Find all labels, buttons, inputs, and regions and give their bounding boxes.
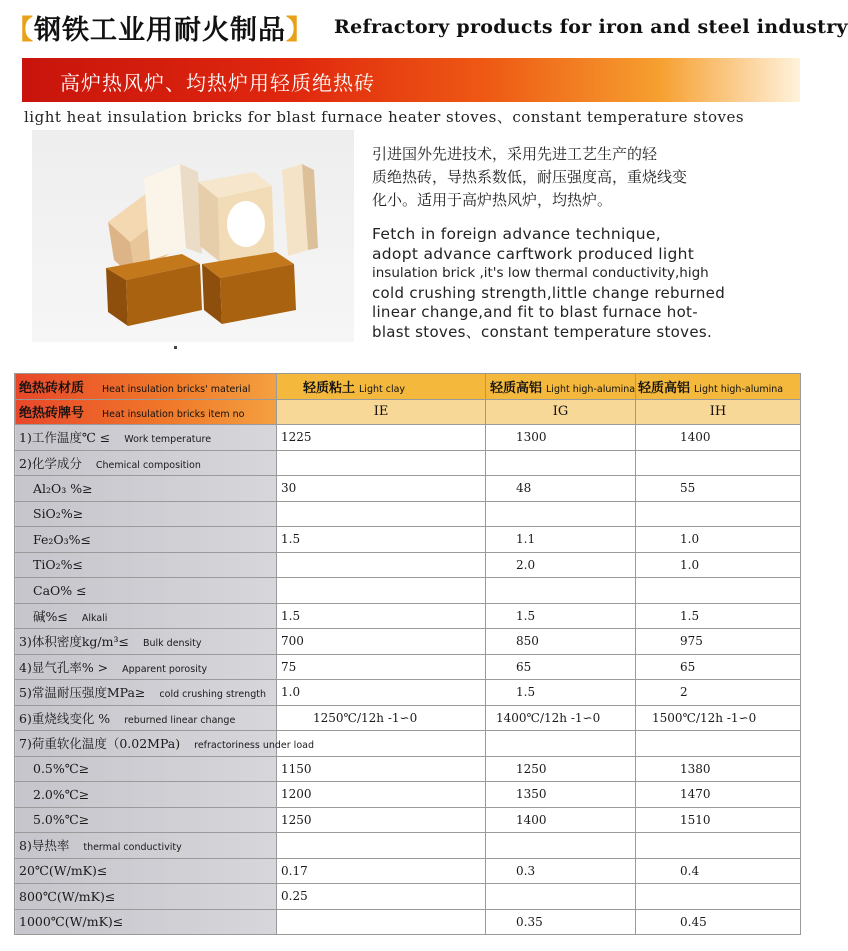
header-col-cn: 轻质高铝 bbox=[490, 380, 543, 396]
row-label bbox=[15, 629, 277, 655]
table-cell bbox=[636, 501, 801, 527]
row-label bbox=[15, 603, 277, 629]
table-row bbox=[15, 654, 801, 680]
row-label-cn: 2)化学成分 bbox=[19, 455, 82, 471]
table-cell bbox=[486, 501, 636, 527]
table-cell: 1400 bbox=[636, 425, 801, 451]
table-cell bbox=[486, 450, 636, 476]
table-row bbox=[15, 884, 801, 910]
table-cell: 1.0 bbox=[636, 527, 801, 553]
row-label bbox=[15, 450, 277, 476]
description-en-line: blast stoves、constant temperature stoves. bbox=[372, 322, 713, 341]
table-cell: 1500℃/12h -1∽0 bbox=[636, 705, 801, 731]
table-cell: 0.17 bbox=[277, 858, 486, 884]
table-cell: 75 bbox=[277, 654, 486, 680]
description-en-line: Fetch in foreign advance technique, bbox=[372, 225, 661, 243]
row-label-cn: Al₂O₃ %≥ bbox=[33, 480, 93, 496]
header-label-en: Heat insulation bricks' material bbox=[102, 383, 251, 395]
table-row bbox=[15, 705, 801, 731]
header-col-3 bbox=[636, 374, 801, 400]
row-label bbox=[15, 858, 277, 884]
description-cn-line: 质绝热砖，导热系数低，耐压强度高，重烧线变 bbox=[372, 168, 688, 186]
table-row bbox=[15, 476, 801, 502]
table-row bbox=[15, 909, 801, 935]
table-header-row bbox=[15, 399, 801, 425]
title-cn bbox=[6, 8, 314, 47]
table-row bbox=[15, 501, 801, 527]
row-label bbox=[15, 756, 277, 782]
row-label bbox=[15, 501, 277, 527]
table-cell: 1470 bbox=[636, 782, 801, 808]
row-label-cn: 0.5%℃≥ bbox=[33, 761, 90, 777]
table-cell: 1150 bbox=[277, 756, 486, 782]
description-en-line: linear change,and fit to blast furnace hot- bbox=[372, 303, 698, 321]
table-cell bbox=[277, 552, 486, 578]
table-row bbox=[15, 578, 801, 604]
description-cn-line: 引进国外先进技术，采用先进工艺生产的轻 bbox=[372, 145, 658, 163]
table-cell: 850 bbox=[486, 629, 636, 655]
table-row bbox=[15, 425, 801, 451]
table-cell bbox=[277, 450, 486, 476]
row-label-cn: 8)导热率 bbox=[19, 838, 70, 854]
table-cell: 1350 bbox=[486, 782, 636, 808]
table-cell bbox=[277, 909, 486, 935]
description-en-line: cold crushing strength,little change reburned bbox=[372, 283, 726, 302]
table-cell: 1.0 bbox=[277, 680, 486, 706]
row-label-cn: TiO₂%≤ bbox=[33, 557, 83, 573]
row-label-cn: SiO₂%≥ bbox=[33, 506, 84, 522]
table-cell: 0.45 bbox=[636, 909, 801, 935]
row-label-cn: 6)重烧线变化 % bbox=[19, 710, 111, 726]
table-cell bbox=[277, 578, 486, 604]
row-label-en: refractoriness under load bbox=[194, 740, 314, 752]
header-col-cn: 轻质高铝 bbox=[638, 380, 691, 396]
header-label-cn: 绝热砖材质 bbox=[19, 380, 85, 396]
table-cell: 1.5 bbox=[486, 680, 636, 706]
table-cell bbox=[277, 501, 486, 527]
table-row bbox=[15, 603, 801, 629]
table-cell: 30 bbox=[277, 476, 486, 502]
table-cell bbox=[486, 731, 636, 757]
table-cell bbox=[636, 450, 801, 476]
table-row bbox=[15, 807, 801, 833]
row-label-cn: CaO% ≤ bbox=[33, 582, 87, 598]
row-label-cn: Fe₂O₃%≤ bbox=[33, 531, 92, 547]
header-col-en: Light high-alumina bbox=[694, 383, 784, 395]
description-cn bbox=[372, 143, 792, 212]
table-cell: 1.1 bbox=[486, 527, 636, 553]
table-cell bbox=[277, 833, 486, 859]
table-row bbox=[15, 858, 801, 884]
row-label bbox=[15, 884, 277, 910]
print-speck bbox=[174, 346, 177, 349]
header-col-2 bbox=[486, 374, 636, 400]
table-row bbox=[15, 680, 801, 706]
table-cell: 65 bbox=[486, 654, 636, 680]
table-cell: 0.25 bbox=[277, 884, 486, 910]
row-label-cn: 800℃(W/mK)≤ bbox=[19, 888, 116, 904]
table-cell: 1510 bbox=[636, 807, 801, 833]
row-label-en: Apparent porosity bbox=[122, 663, 208, 675]
page-header bbox=[0, 6, 848, 46]
description-en-line: adopt advance carftwork produced light bbox=[372, 244, 695, 263]
row-label bbox=[15, 680, 277, 706]
row-label bbox=[15, 476, 277, 502]
table-cell: 0.4 bbox=[636, 858, 801, 884]
table-cell: 2.0 bbox=[486, 552, 636, 578]
item-no-3: IH bbox=[636, 399, 801, 425]
table-row bbox=[15, 731, 801, 757]
header-col-1 bbox=[277, 374, 486, 400]
row-label-en: reburned linear change bbox=[124, 714, 236, 726]
row-label-cn: 1)工作温度℃ ≤ bbox=[19, 430, 111, 446]
header-label-cell bbox=[15, 399, 277, 425]
row-label-en: Bulk density bbox=[142, 638, 202, 650]
row-label-cn: 碱%≤ bbox=[33, 608, 68, 624]
table-cell bbox=[486, 884, 636, 910]
table-header-row bbox=[15, 374, 801, 400]
header-label-cn: 绝热砖牌号 bbox=[19, 406, 85, 422]
bracket-left: 【 bbox=[6, 15, 34, 46]
bracket-right: 】 bbox=[286, 15, 314, 46]
row-label bbox=[15, 833, 277, 859]
item-no-1: IE bbox=[277, 399, 486, 425]
table-cell bbox=[636, 833, 801, 859]
table-row bbox=[15, 527, 801, 553]
table-cell: 2 bbox=[636, 680, 801, 706]
table-row bbox=[15, 450, 801, 476]
row-label-cn: 20℃(W/mK)≤ bbox=[19, 863, 108, 879]
table-cell: 48 bbox=[486, 476, 636, 502]
header-col-en: Light high-alumina bbox=[546, 383, 636, 395]
row-label-en: cold crushing strength bbox=[159, 689, 266, 701]
table-cell: 1400 bbox=[486, 807, 636, 833]
table-cell bbox=[636, 884, 801, 910]
spec-table bbox=[14, 373, 801, 935]
row-label-en: Chemical composition bbox=[95, 459, 201, 471]
row-label bbox=[15, 527, 277, 553]
row-label-en: Alkali bbox=[81, 612, 108, 624]
table-cell: 1.5 bbox=[277, 527, 486, 553]
header-col-cn: 轻质粘土 bbox=[303, 380, 356, 396]
table-cell: 1225 bbox=[277, 425, 486, 451]
row-label-cn: 5.0%℃≥ bbox=[33, 812, 90, 828]
table-cell: 1380 bbox=[636, 756, 801, 782]
table-cell bbox=[636, 731, 801, 757]
table-cell bbox=[486, 833, 636, 859]
row-label-cn: 7)荷重软化温度（0.02MPa) bbox=[19, 736, 181, 752]
section-banner bbox=[22, 58, 800, 102]
table-cell bbox=[636, 578, 801, 604]
table-cell: 1400℃/12h -1∽0 bbox=[486, 705, 636, 731]
row-label-cn: 2.0%℃≥ bbox=[33, 786, 90, 802]
section-subtitle: light heat insulation bricks for blast furnace heater stoves、constant temperature stoves bbox=[24, 108, 745, 126]
title-en: Refractory products for iron and steel industry bbox=[334, 16, 848, 38]
table-cell: 700 bbox=[277, 629, 486, 655]
table-cell: 1.5 bbox=[277, 603, 486, 629]
row-label bbox=[15, 705, 277, 731]
row-label bbox=[15, 909, 277, 935]
table-cell: 1250℃/12h -1∽0 bbox=[277, 705, 486, 731]
table-cell: 1250 bbox=[277, 807, 486, 833]
table-cell: 1.5 bbox=[486, 603, 636, 629]
header-col-en: Light clay bbox=[359, 383, 406, 395]
row-label bbox=[15, 425, 277, 451]
table-cell: 1.0 bbox=[636, 552, 801, 578]
table-cell: 65 bbox=[636, 654, 801, 680]
table-cell: 975 bbox=[636, 629, 801, 655]
table-cell: 0.35 bbox=[486, 909, 636, 935]
table-cell: 1300 bbox=[486, 425, 636, 451]
product-photo bbox=[32, 130, 354, 342]
row-label-cn: 3)体积密度kg/m³≤ bbox=[19, 634, 129, 650]
row-label-cn: 4)显气孔率% > bbox=[19, 659, 109, 675]
bricks-image bbox=[32, 130, 354, 342]
table-cell: 55 bbox=[636, 476, 801, 502]
table-cell: 1250 bbox=[486, 756, 636, 782]
row-label bbox=[15, 807, 277, 833]
description-en bbox=[372, 225, 800, 342]
row-label-en: thermal conductivity bbox=[83, 842, 182, 854]
description-cn-line: 化小。适用于高炉热风炉，均热炉。 bbox=[372, 191, 613, 209]
row-label bbox=[15, 552, 277, 578]
row-label-en: Work temperature bbox=[124, 434, 212, 446]
table-row bbox=[15, 552, 801, 578]
table-cell: 0.3 bbox=[486, 858, 636, 884]
item-no-2: IG bbox=[486, 399, 636, 425]
row-label bbox=[15, 782, 277, 808]
row-label-cn: 5)常温耐压强度MPa≥ bbox=[19, 685, 146, 701]
table-row bbox=[15, 833, 801, 859]
table-cell: 1200 bbox=[277, 782, 486, 808]
row-label-cn: 1000℃(W/mK)≤ bbox=[19, 914, 124, 930]
header-label-cell bbox=[15, 374, 277, 400]
row-label bbox=[15, 578, 277, 604]
table-cell bbox=[486, 578, 636, 604]
banner-text: 高炉热风炉、均热炉用轻质绝热砖 bbox=[60, 71, 375, 95]
title-cn-text: 钢铁工业用耐火制品 bbox=[34, 15, 286, 46]
table-cell: 1.5 bbox=[636, 603, 801, 629]
description-en-line: insulation brick ,it's low thermal conductivity,high bbox=[372, 265, 709, 281]
table-row bbox=[15, 782, 801, 808]
row-label bbox=[15, 654, 277, 680]
table-row bbox=[15, 629, 801, 655]
header-label-en: Heat insulation bricks item no bbox=[102, 409, 245, 421]
table-row bbox=[15, 756, 801, 782]
row-label bbox=[15, 731, 314, 757]
